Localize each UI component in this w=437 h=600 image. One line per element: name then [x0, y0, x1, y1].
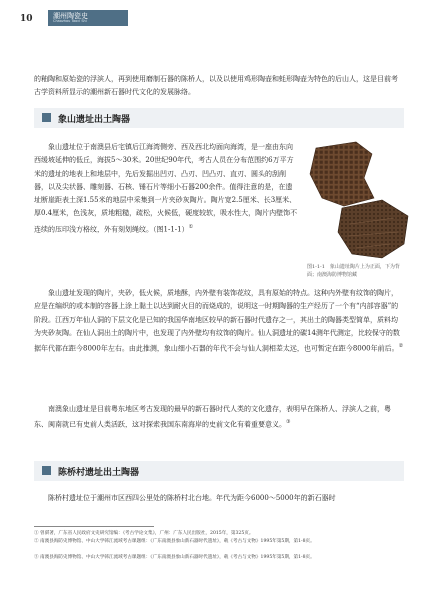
- paragraph-text: 象山遗址发现的陶片，夹砂，低火候，质地酥，内外壁有装饰花纹，具有原始的特点。这种内外壁有纹饰的陶片，应是在编织的或本制的容器上涂上黏土以达到耐火目的而烧成的，说明这一时期陶器的生产经历了一个有“内部容器”的阶段。江西万年仙人洞的下层文化是已知的我国华南地区较早的新石器时代遗存之一，其出土的陶器类型简单，质料均为夹砂灰陶。在仙人洞出土的陶片中，也发现了内外壁均有纹饰的陶片。仙人洞遗址的碳14测年代测定，比较保守的数据年代都在距今8000年左右。由此推测，象山细小石器的年代不会与仙人洞相差太远，也可暂定在距今8000年前后。: [34, 289, 400, 353]
- running-subtitle: Chaozhou Taoci Shi: [53, 19, 87, 23]
- shard-front: [310, 142, 374, 206]
- running-header: [48, 10, 128, 26]
- intro-text: 的釉陶和原始瓷的浮滨人，再到使用磨制石器的陈桥人，以及以使用鸡形陶壶和蚝形陶壶为特色的后山人，这是目前考古学资料所显示的潮州新石器时代文化的发展脉络。: [34, 75, 398, 97]
- section-heading-xiangshan: [34, 108, 404, 128]
- body-paragraph: [34, 287, 404, 356]
- intro-paragraph: [34, 73, 404, 100]
- running-title: 潮州陶瓷史: [53, 12, 88, 20]
- section-marker-icon: [42, 466, 51, 475]
- paragraph-text: 象山遗址位于南澳县后宅镇后江海湾侧旁、西及西北均面向海湾，是一座由东向西缓坡延伸的低丘，海拔5～30米。20世纪90年代，考古人员在分布范围约6万平方米的遗址的地表上和地层中，先后发掘出凹刃、凸刃、凹凸刃、直刃、圆头的刮削器，以及尖状器、雕刻器、石核、锤石片等细小石器200余件。值得注意的是，在遗址断崖距表土深1.55米的地层中采集到一片夹砂灰陶片。陶片宽2.5厘米、长3厘米、厚0.4厘米，色浅灰，质地粗糙，疏松，火候低，硬度较软，吸水性大，陶片内壁饰不连续的压印浅方格纹，外有刻划绳纹。（图1-1-1）: [34, 143, 298, 234]
- footnote: ① 曾骐著，广东省人民政府文史研究馆编：《考古学论文集》，广州：广东人民出版社，2015年，第325页。: [34, 531, 254, 536]
- footnote-ref[interactable]: ③: [286, 419, 291, 426]
- section-marker-icon: [42, 113, 51, 122]
- section-heading-chenqiao: [34, 461, 404, 481]
- footnote-ref[interactable]: ②: [398, 343, 404, 350]
- footnote-ref[interactable]: ①: [188, 223, 194, 230]
- paragraph-text: 南澳象山遗址是目前粤东地区考古发现的最早的新石器时代人类的文化遗存，表明早在陈桥人、浮滨人之前，粤东、闽南就已有史前人类活跃，这对探索我国东南海岸的史前文化有着重要意义。: [34, 405, 391, 429]
- footnote: ② 南澳县海防史博物馆、中山大学韩江流域考古课题组：《广东南澳县象山新石器时代遗址》，载《考古与文物》1995年第5期，第1-8页。: [34, 539, 315, 544]
- body-paragraph: [34, 141, 299, 236]
- section-title: 陈桥村遗址出土陶器: [58, 468, 140, 478]
- body-paragraph: [34, 492, 404, 505]
- section-title: 象山遗址出土陶器: [58, 115, 131, 125]
- page-number: 10: [20, 14, 33, 24]
- body-paragraph: [34, 403, 404, 432]
- figure-caption: 图1-1-1 象山遗址陶片上为正面，下为背面；南澳海防博物馆藏: [307, 264, 400, 278]
- pottery-shards-photo: [304, 140, 419, 260]
- footnote: ③ 南澳县海防史博物馆、中山大学韩江流域考古课题组：《广东南澳县象山新石器时代遗址》，载《考古与文物》1995年第5期，第1-8页。: [34, 555, 315, 560]
- footnote-divider: [34, 526, 154, 527]
- shard-back: [338, 200, 408, 258]
- paragraph-text: 陈桥村遗址位于潮州市区西四公里处的陈桥村北台地。年代为距今6000～5000年的新石器时: [48, 494, 336, 502]
